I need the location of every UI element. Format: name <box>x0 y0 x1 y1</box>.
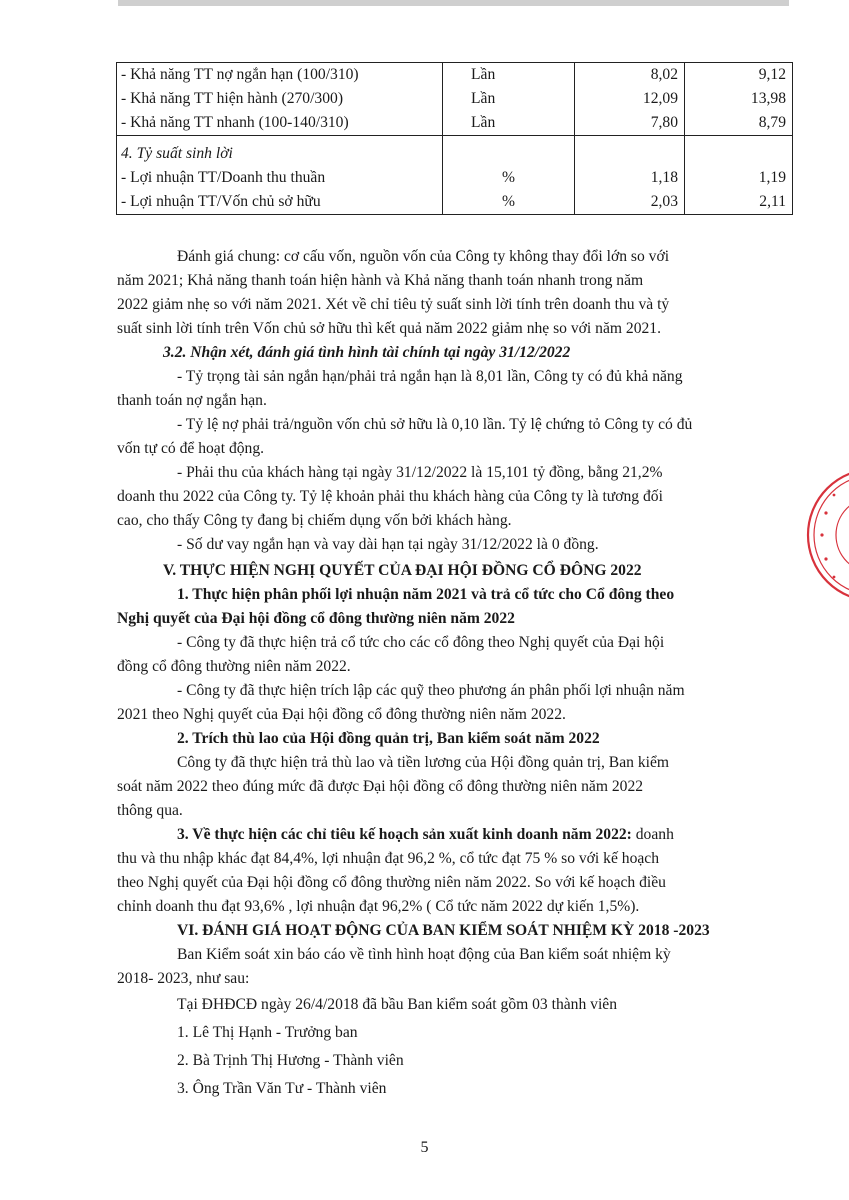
bullet-receivables: - Phải thu của khách hàng tại ngày 31/12/2022 là 15,101 tỷ đồng, bằng 21,2% doanh thu 2022 của Công ty. Tỷ lệ khoản phải thu khách hàng của Công ty là tương đối cao, cho thấy Công ty đang bị chiếm dụng vốn bởi khách hàng. <box>117 464 663 529</box>
row-unit: % <box>443 190 575 215</box>
member-item: 3. Ông Trần Văn Tư - Thành viên <box>177 1080 387 1097</box>
table-row <box>117 190 793 215</box>
subheading-v-2: 2. Trích thù lao của Hội đồng quản trị, Ban kiểm soát năm 2022 <box>177 730 600 747</box>
section-heading: 4. Tỷ suất sinh lời <box>117 136 443 167</box>
page-number: 5 <box>420 1139 429 1156</box>
member-item: 2. Bà Trịnh Thị Hương - Thành viên <box>177 1052 404 1069</box>
section-heading-3-2: 3.2. Nhận xét, đánh giá tình hình tài chính tại ngày 31/12/2022 <box>163 344 571 361</box>
row-label: - Khả năng TT nhanh (100-140/310) <box>117 111 443 136</box>
row-unit: Lần <box>443 63 575 88</box>
bullet-loans: - Số dư vay ngắn hạn và vay dài hạn tại ngày 31/12/2022 là 0 đồng. <box>177 536 599 553</box>
vi-intro-paragraph: Ban Kiểm soát xin báo cáo về tình hình hoạt động của Ban kiểm soát nhiệm kỳ 2018- 2023, như sau: <box>117 946 671 987</box>
section-heading-v: V. THỰC HIỆN NGHỊ QUYẾT CỦA ĐẠI HỘI ĐỒNG CỔ ĐÔNG 2022 <box>163 562 642 579</box>
row-value-2022: 2,11 <box>685 190 793 215</box>
body-text <box>117 245 794 1101</box>
row-value-2021: 7,80 <box>575 111 685 136</box>
row-value-2022: 9,12 <box>685 63 793 88</box>
v1-funds-paragraph: - Công ty đã thực hiện trích lập các quỹ theo phương án phân phối lợi nhuận năm 2021 theo Nghị quyết của Đại hội đồng cổ đông thường niên năm 2022. <box>117 682 685 723</box>
v3-plan-paragraph: 3. Về thực hiện các chỉ tiêu kế hoạch sản xuất kinh doanh năm 2022: doanh thu và thu nhập khác đạt 84,4%, lợi nhuận đạt 96,2 %, cổ tức đạt 75 % so với kế hoạch theo Nghị quyết của Đại hội đồng cổ đông thường niên năm 2022. So với kế hoạch điều chỉnh doanh thu đạt 93,6% , lợi nhuận đạt 96,2% ( Cổ tức năm 2022 dự kiến 1,5%). <box>117 826 674 915</box>
row-unit: Lần <box>443 111 575 136</box>
bullet-debt-equity: - Tỷ lệ nợ phải trả/nguồn vốn chủ sở hữu là 0,10 lần. Tỷ lệ chứng tỏ Công ty có đủ vốn tự có để hoạt động. <box>117 416 693 457</box>
row-value-2022: 13,98 <box>685 87 793 111</box>
row-unit: % <box>443 166 575 190</box>
row-unit: Lần <box>443 87 575 111</box>
table-row <box>117 111 793 136</box>
table-row <box>117 166 793 190</box>
scan-edge-artifact <box>118 0 789 6</box>
company-seal-stamp <box>804 455 849 615</box>
row-value-2022: 8,79 <box>685 111 793 136</box>
financial-ratio-table <box>116 62 793 215</box>
row-label: - Lợi nhuận TT/Vốn chủ sở hữu <box>117 190 443 215</box>
table-section-row <box>117 136 793 167</box>
bullet-short-term-ratio: - Tỷ trọng tài sản ngắn hạn/phải trả ngắn hạn là 8,01 lần, Công ty có đủ khả năng thanh toán nợ ngắn hạn. <box>117 368 683 409</box>
v1-dividend-paragraph: - Công ty đã thực hiện trả cổ tức cho các cổ đông theo Nghị quyết của Đại hội đồng cổ đông thường niên năm 2022. <box>117 634 665 675</box>
subheading-v-1: 1. Thực hiện phân phối lợi nhuận năm 2021 và trả cổ tức cho Cổ đông theo Nghị quyết của Đại hội đồng cổ đông thường niên năm 2022 <box>117 586 675 627</box>
row-label: - Khả năng TT nợ ngắn hạn (100/310) <box>117 63 443 88</box>
row-label: - Lợi nhuận TT/Doanh thu thuần <box>117 166 443 190</box>
member-item: 1. Lê Thị Hạnh - Trưởng ban <box>177 1024 358 1041</box>
row-value-2021: 8,02 <box>575 63 685 88</box>
table-row <box>117 63 793 88</box>
v2-remuneration-paragraph: Công ty đã thực hiện trả thù lao và tiền lương của Hội đồng quản trị, Ban kiểm soát năm 2022 theo đúng mức đã được Đại hội đồng cổ đông thường niên năm 2022 thông qua. <box>117 754 669 819</box>
row-value-2021: 1,18 <box>575 166 685 190</box>
row-value-2021: 2,03 <box>575 190 685 215</box>
row-value-2022: 1,19 <box>685 166 793 190</box>
row-value-2021: 12,09 <box>575 87 685 111</box>
row-label: - Khả năng TT hiện hành (270/300) <box>117 87 443 111</box>
table-row <box>117 87 793 111</box>
general-assessment-paragraph: Đánh giá chung: cơ cấu vốn, nguồn vốn của Công ty không thay đổi lớn so với năm 2021; Khả năng thanh toán hiện hành và Khả năng thanh toán nhanh trong năm 2022 giảm nhẹ so với năm 2021. Xét về chỉ tiêu tỷ suất sinh lời tính trên doanh thu và tỷ suất sinh lời tính trên Vốn chủ sở hữu thì kết quả năm 2022 giảm nhẹ so với năm 2021. <box>117 248 670 337</box>
section-heading-vi: VI. ĐÁNH GIÁ HOẠT ĐỘNG CỦA BAN KIỂM SOÁT NHIỆM KỲ 2018 -2023 <box>177 922 710 939</box>
subheading-v-3: 3. Về thực hiện các chỉ tiêu kế hoạch sản xuất kinh doanh năm 2022: <box>177 826 632 843</box>
vi-election-sentence: Tại ĐHĐCĐ ngày 26/4/2018 đã bầu Ban kiểm soát gồm 03 thành viên <box>177 996 618 1013</box>
